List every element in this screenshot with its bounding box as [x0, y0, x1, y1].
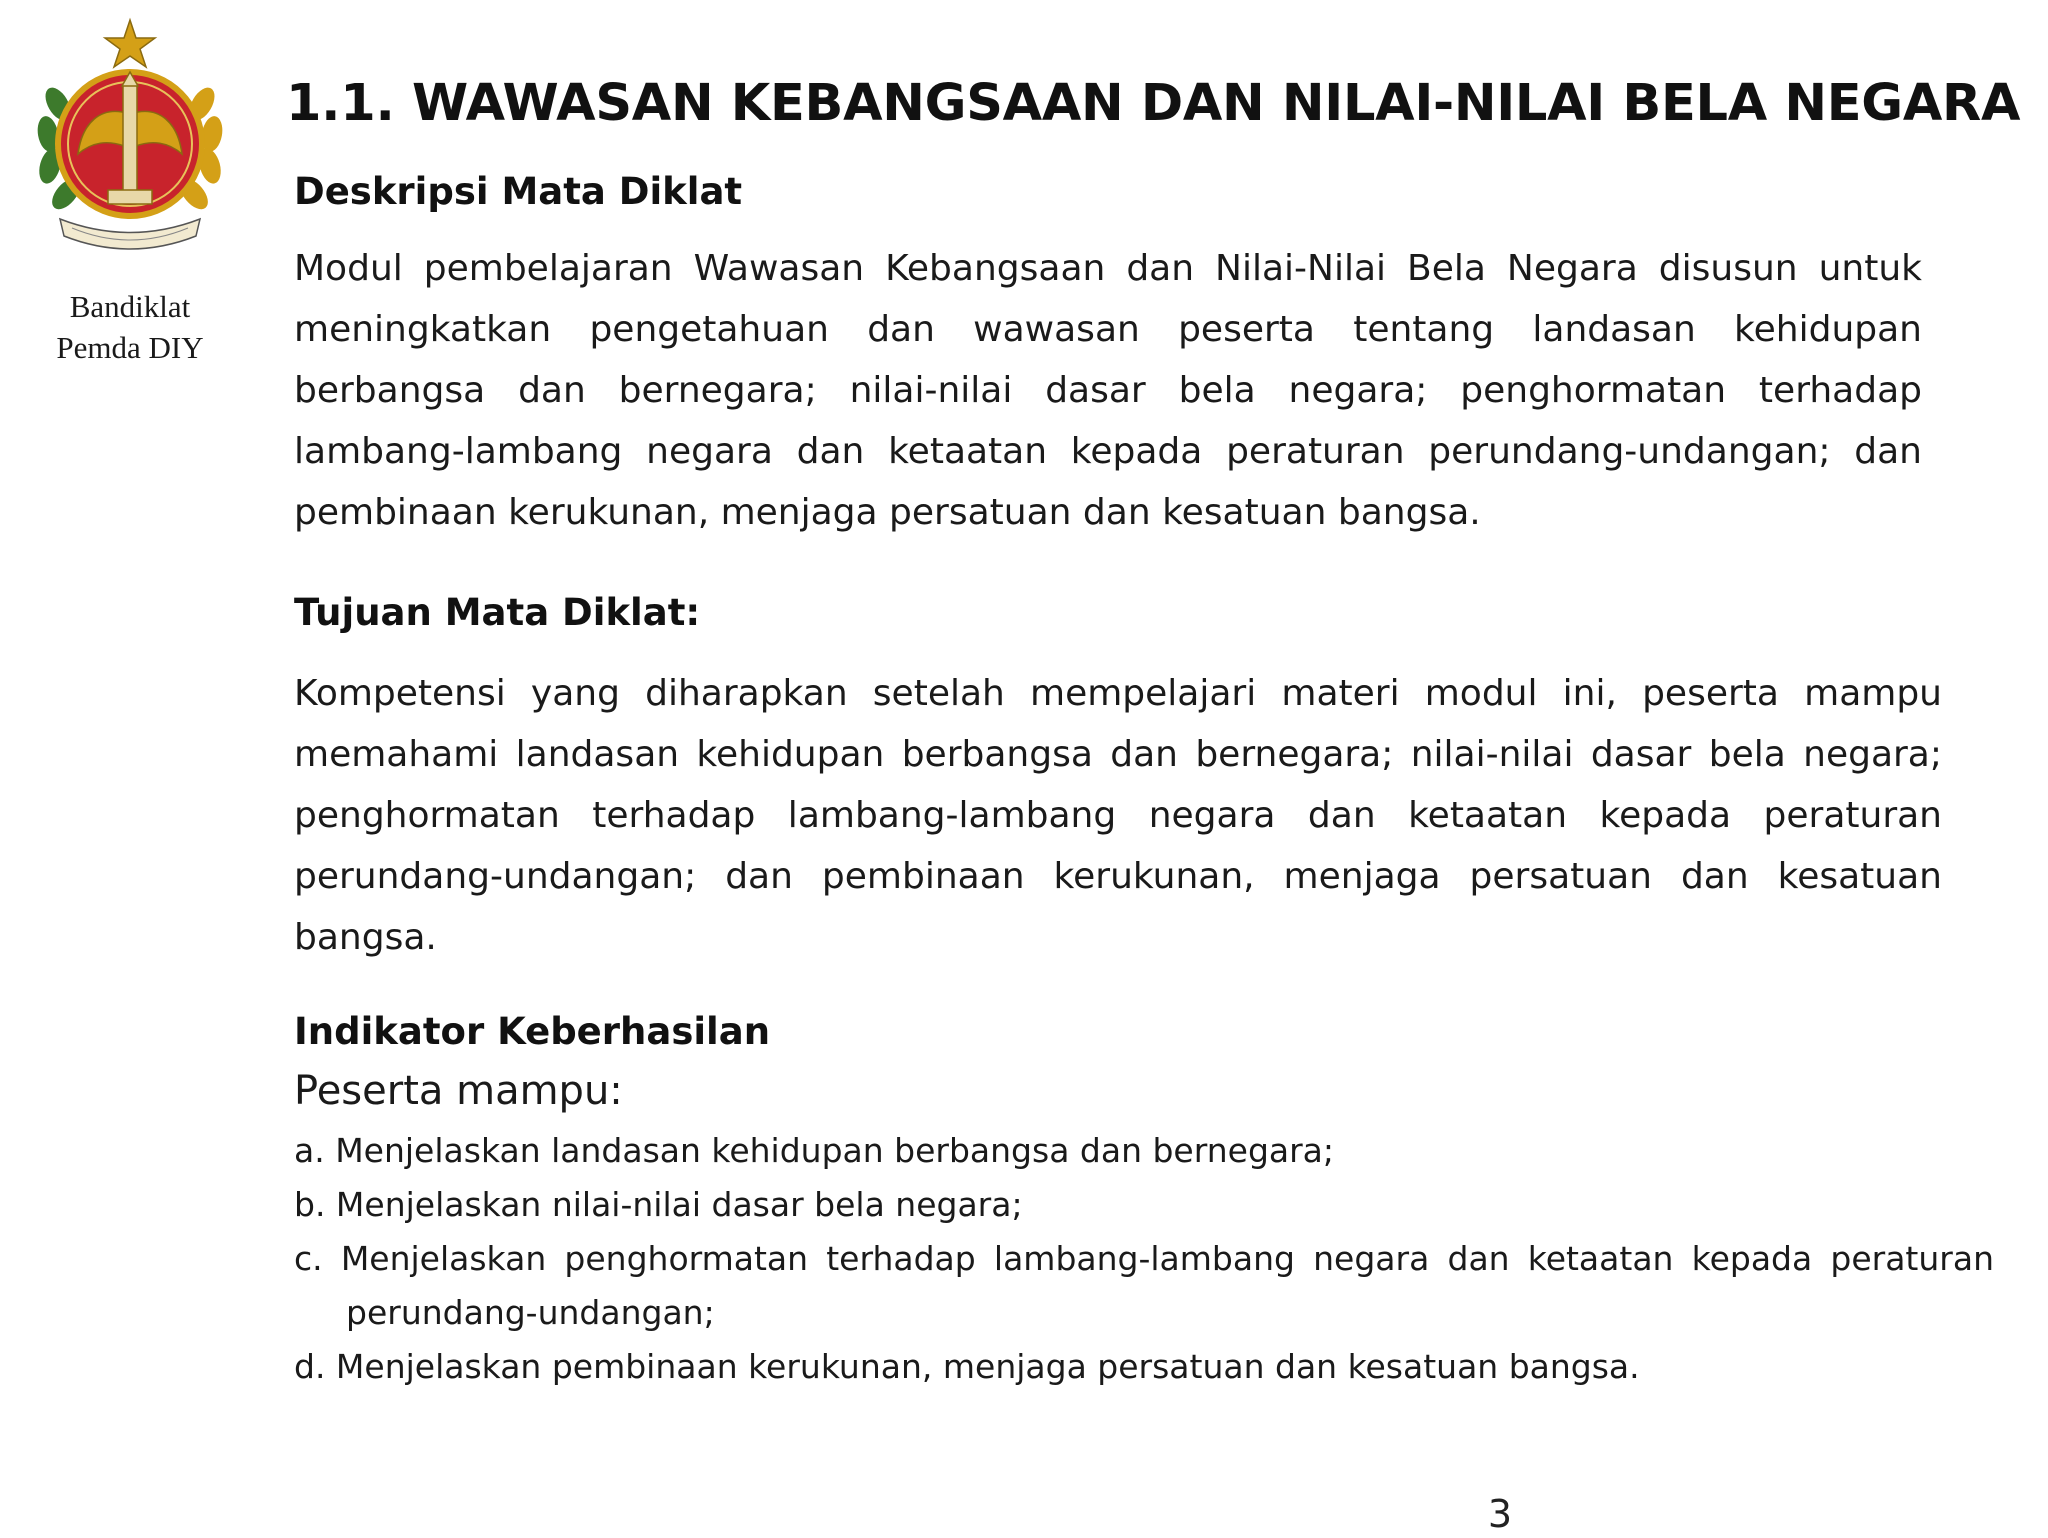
deskripsi-heading: Deskripsi Mata Diklat: [294, 170, 743, 213]
page-title: 1.1. WAWASAN KEBANGSAAN DAN NILAI-NILAI BELA NEGARA: [286, 74, 2021, 133]
list-item: c. Menjelaskan penghormatan terhadap lambang-lambang negara dan ketaatan kepada peraturan perundang-undangan;: [294, 1239, 1994, 1332]
tujuan-body: Kompetensi yang diharapkan setelah mempelajari materi modul ini, peserta mampu memahami landasan kehidupan berbangsa dan bernegara; nilai-nilai dasar bela negara; penghormatan terhadap lambang-lambang negara dan ketaatan kepada peraturan perundang-undangan; dan pembinaan kerukunan, menjaga persatuan dan kesatuan bangsa.: [294, 673, 1942, 958]
star-icon: [105, 20, 155, 67]
yogyakarta-emblem-logo: [20, 14, 240, 264]
list-item: d. Menjelaskan pembinaan kerukunan, menjaga persatuan dan kesatuan bangsa.: [294, 1347, 1640, 1386]
slide-content: [294, 164, 1994, 1394]
tujuan-heading: Tujuan Mata Diklat:: [294, 591, 701, 634]
page-number: 3: [1487, 1492, 1513, 1536]
deskripsi-body: Modul pembelajaran Wawasan Kebangsaan dan Nilai-Nilai Bela Negara disusun untuk meningkatkan pengetahuan dan wawasan peserta tentang landasan kehidupan berbangsa dan bernegara; nilai-nilai dasar bela negara; penghormatan terhadap lambang-lambang negara dan ketaatan kepada peraturan perundang-undangan; dan pembinaan kerukunan, menjaga persatuan dan kesatuan bangsa.: [294, 248, 1922, 533]
institution-name: [20, 286, 240, 368]
list-item: b. Menjelaskan nilai-nilai dasar bela negara;: [294, 1185, 1023, 1224]
indikator-heading: Indikator Keberhasilan: [294, 1010, 771, 1053]
institution-line-2: Pemda DIY: [56, 330, 204, 365]
list-item: a. Menjelaskan landasan kehidupan berbangsa dan bernegara;: [294, 1131, 1335, 1170]
indikator-lead: Peserta mampu:: [294, 1068, 623, 1114]
institution-line-1: Bandiklat: [69, 289, 191, 324]
indikator-list: [294, 1124, 1994, 1394]
